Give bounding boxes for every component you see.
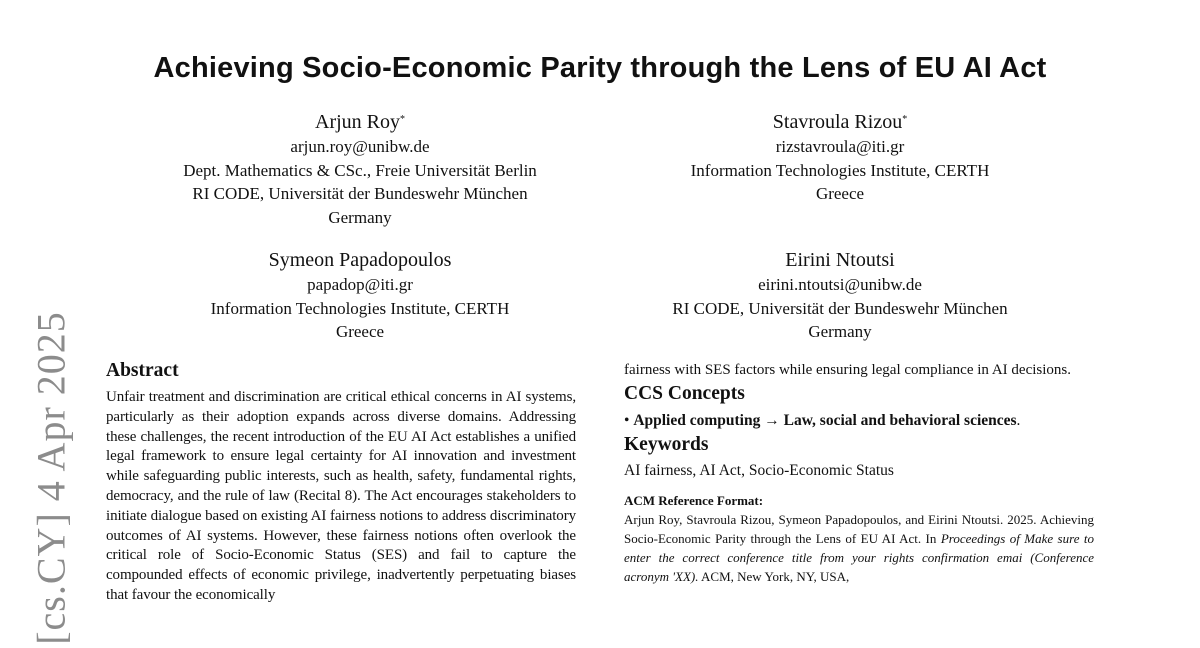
author-email[interactable]: arjun.roy@unibw.de [290, 137, 430, 156]
author-footnote-mark: * [400, 114, 405, 125]
author-block-2 [590, 109, 1090, 206]
author-name: Arjun Roy* [315, 111, 405, 133]
abstract-continuation: fairness with SES factors while ensuring legal compliance in AI decisions. [624, 362, 1071, 378]
author-footnote-mark: * [902, 114, 908, 125]
ccs-heading: CCS Concepts [624, 382, 745, 404]
author-affiliation: Information Technologies Institute, CERTH [210, 298, 510, 318]
author-affiliation: Information Technologies Institute, CERTH [690, 160, 990, 180]
abstract-heading: Abstract [106, 360, 179, 381]
ccs-concept-text: Applied computing → Law, social and behavioral sciences [633, 411, 1017, 429]
abstract-text: Unfair treatment and discrimination are critical ethical concerns in AI systems, particularly as their adoption expands across diverse domains. Addressing these challenges, the recent introduction of the EU AI Act establishes a unified legal framework to ensure legal certainty for AI innovation and investment while safeguarding public interests, such as health, safety, fundamental rights, democracy, and the rule of law (Recital 8). The Act encourages stakeholders to initiate dialogue based on existing AI fairness notions to address discriminatory outcomes of AI systems. However, these fairness notions often overlook the critical role of Socio-Economic Status (SES) and fail to capture the compounded effects of economic privilege, inadvertently perpetuating biases that favour the economically [106, 389, 576, 603]
paper-title: Achieving Socio-Economic Parity through the Lens of EU AI Act [153, 52, 1047, 84]
bullet-icon: • [624, 411, 630, 429]
right-column [624, 361, 1094, 587]
author-email[interactable]: eirini.ntoutsi@unibw.de [758, 275, 922, 294]
author-name: Eirini Ntoutsi [785, 249, 895, 271]
keywords-text: AI fairness, AI Act, Socio-Economic Status [624, 461, 894, 479]
author-name: Symeon Papadopoulos [268, 249, 452, 271]
arxiv-stamp [22, 311, 80, 645]
reference-venue: Proceedings of Make sure to enter the correct conference title from your rights confirmation emai (Conference acronym 'XX). [624, 531, 1094, 585]
author-country: Germany [328, 207, 392, 227]
author-block-4 [590, 247, 1090, 344]
author-affiliation: RI CODE, Universität der Bundeswehr München [672, 298, 1008, 318]
reference-heading: ACM Reference Format: [624, 492, 764, 508]
arxiv-stamp-text: [cs.CY] 4 Apr 2025 [28, 311, 74, 645]
author-country: Greece [815, 184, 865, 203]
author-email[interactable]: papadop@iti.gr [307, 275, 413, 294]
author-affiliation: RI CODE, Universität der Bundeswehr München [192, 184, 528, 203]
author-email[interactable]: rizstavroula@iti.gr [775, 137, 905, 156]
reference-text: Arjun Roy, Stavroula Rizou, Symeon Papadopoulos, and Eirini Ntoutsi. 2025. Achieving Socio-Economic Parity through the Lens of EU AI Act. In Proceedings of Make sure to enter the correct conference title from your rights confirmation emai (Conference acronym 'XX). ACM, New York, NY, USA, [624, 511, 1094, 585]
author-block-1 [110, 109, 610, 229]
author-name: Stavroula Rizou* [772, 111, 908, 133]
author-affiliation: Dept. Mathematics & CSc., Freie Universität Berlin [183, 160, 537, 180]
ccs-concept: • Applied computing → Law, social and behavioral sciences. [624, 411, 1021, 429]
author-block-3 [110, 247, 610, 344]
author-country: Greece [335, 322, 385, 341]
author-country: Germany [808, 322, 872, 341]
keywords-heading: Keywords [624, 433, 709, 455]
abstract-section [106, 358, 576, 606]
